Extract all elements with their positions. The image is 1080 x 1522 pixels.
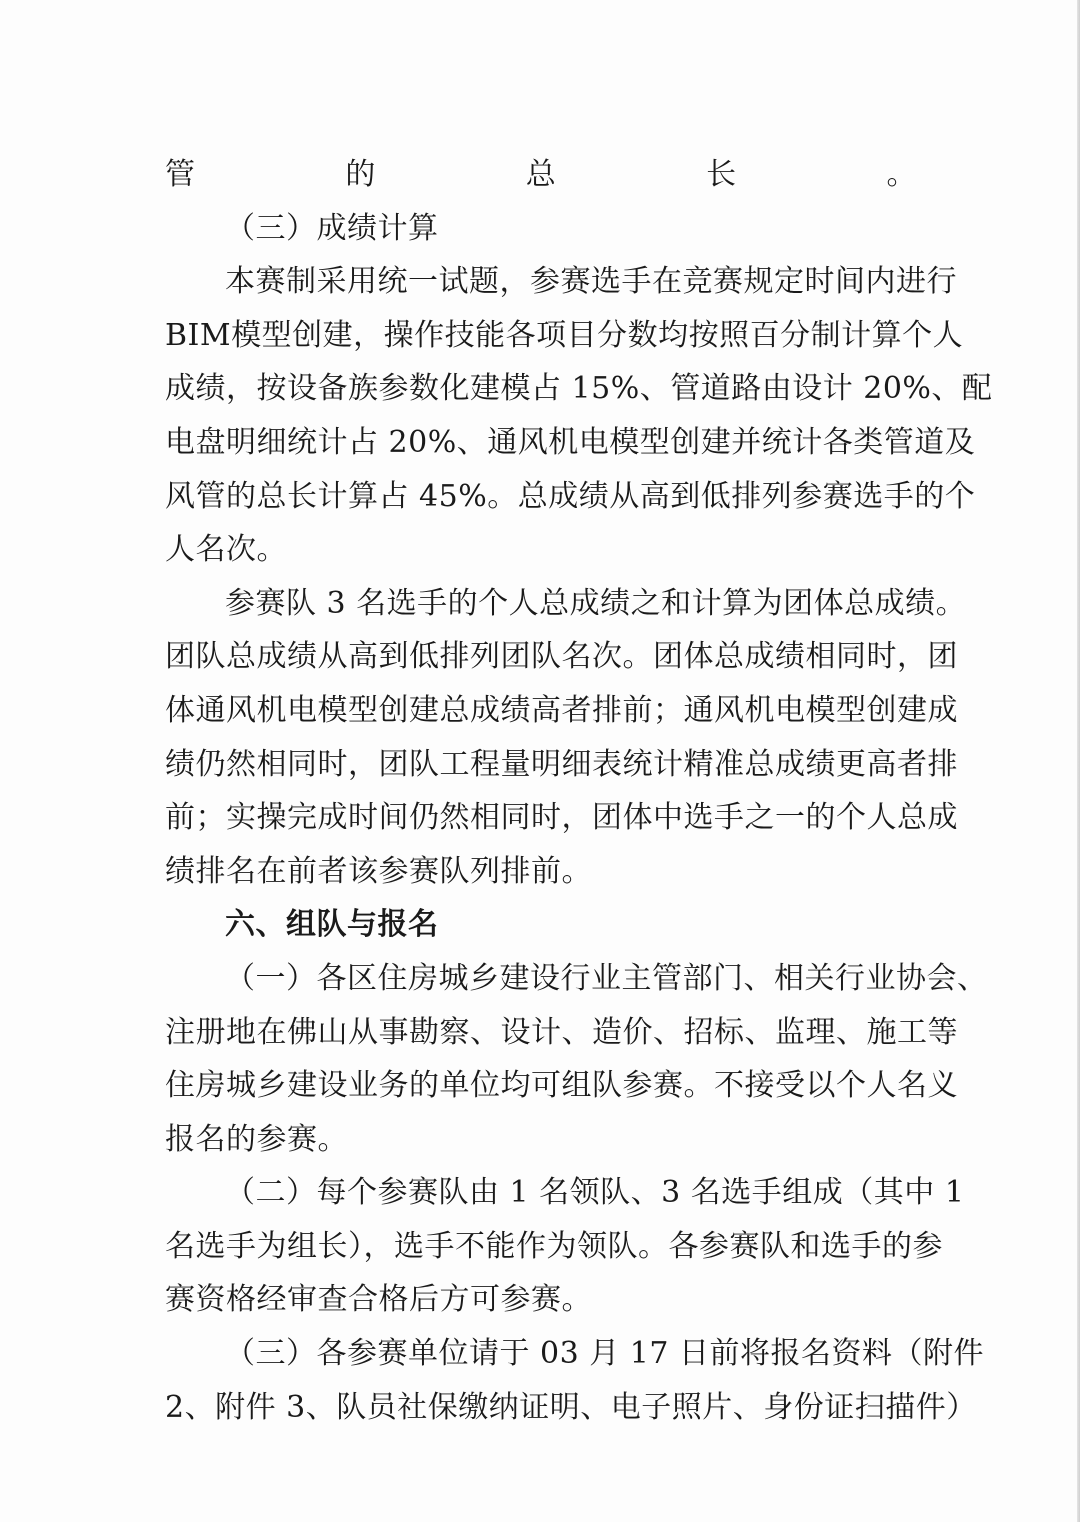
- text-line-10: 团队总成绩从高到低排列团队名次。团体总成绩相同时，团: [165, 639, 958, 675]
- text-line-11: 体通风机电模型创建总成绩高者排前；通风机电模型创建成: [165, 692, 958, 728]
- text-line-20: （二）每个参赛队由 1 名领队、3 名选手组成（其中 1: [225, 1175, 965, 1211]
- document-body: [165, 148, 993, 1434]
- text-line-6: 电盘明细统计占 20%、通风机电模型创建并统计各类管道及: [165, 424, 976, 460]
- text-line-7: 风管的总长计算占 45%。总成绩从高到低排列参赛选手的个: [165, 478, 976, 514]
- text-line-8: 人名次。: [165, 532, 287, 568]
- text-line-3: 本赛制采用统一试题，参赛选手在竞赛规定时间内进行: [225, 264, 957, 300]
- text-line-9: 参赛队 3 名选手的个人总成绩之和计算为团体总成绩。: [225, 585, 967, 621]
- text-line-12: 绩仍然相同时，团队工程量明细表统计精准总成绩更高者排: [165, 746, 958, 782]
- text-line-5: 成绩，按设备族参数化建模占 15%、管道路由设计 20%、配: [165, 371, 993, 407]
- text-line-21: 名选手为组长），选手不能作为领队。各参赛队和选手的参: [165, 1228, 943, 1264]
- text-line-17: 注册地在佛山从事勘察、设计、造价、招标、监理、施工等: [165, 1014, 958, 1050]
- text-line-1: 管的总长。: [165, 157, 917, 192]
- text-line-14: 绩排名在前者该参赛队列排前。: [165, 853, 592, 889]
- text-line-22: 赛资格经审查合格后方可参赛。: [165, 1282, 592, 1318]
- section-heading-team-registration: 六、组队与报名: [225, 907, 439, 943]
- text-line-16: （一）各区住房城乡建设行业主管部门、相关行业协会、: [225, 960, 988, 996]
- text-line-23: （三）各参赛单位请于 03 月 17 日前将报名资料（附件: [225, 1336, 984, 1372]
- text-line-13: 前；实操完成时间仍然相同时，团体中选手之一的个人总成: [165, 800, 958, 836]
- text-line-18: 住房城乡建设业务的单位均可组队参赛。不接受以个人名义: [165, 1068, 958, 1104]
- text-line-19: 报名的参赛。: [165, 1121, 348, 1157]
- text-line-24: 2、附件 3、队员社保缴纳证明、电子照片、身份证扫描件）: [165, 1389, 977, 1425]
- text-line-4: BIM模型创建，操作技能各项目分数均按照百分制计算个人: [165, 317, 964, 353]
- section-heading-score-calculation: （三）成绩计算: [225, 210, 439, 246]
